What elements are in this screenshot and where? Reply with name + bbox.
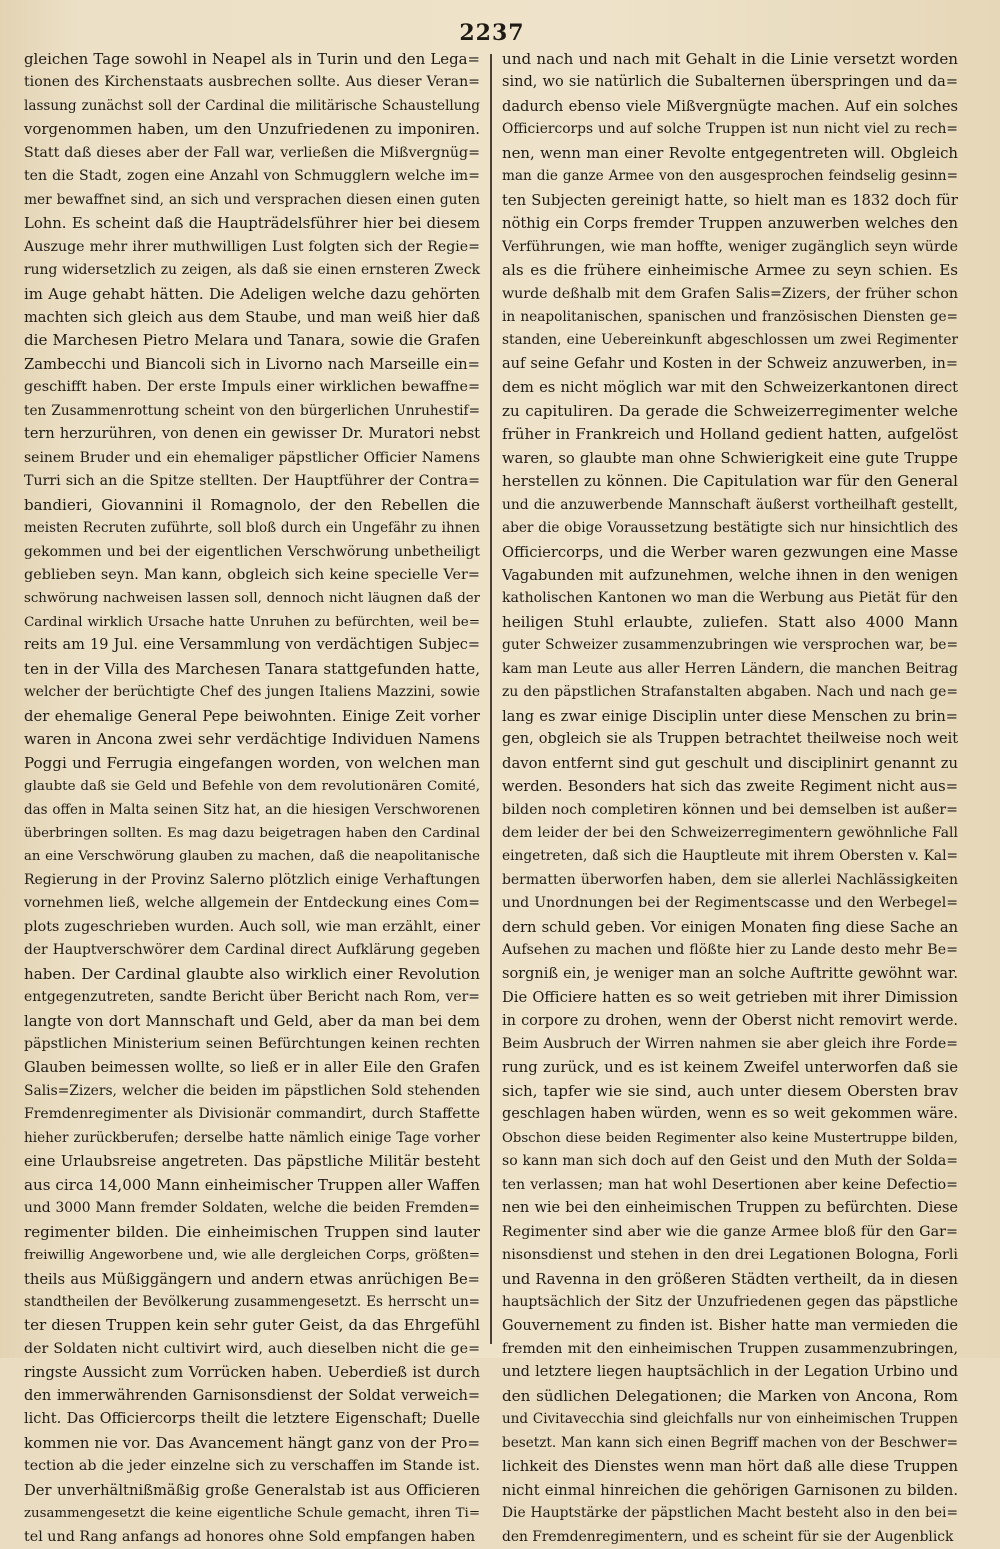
text-line: und Unordnungen bei der Regimentscasse und den Werbegel= <box>502 895 958 912</box>
text-line: waren, so glaubte man ohne Schwierigkeit eine gute Truppe <box>502 449 958 467</box>
text-line: heiligen Stuhl erlaubte, zuliefen. Statt also 4000 Mann <box>502 612 958 631</box>
text-line: Der unverhältnißmäßig große Generalstab ist aus Officieren <box>24 1481 480 1499</box>
text-line: den südlichen Delegationen; die Marken von Ancona, Rom <box>502 1386 958 1405</box>
text-line: Turri sich an die Spitze stellten. Der Hauptführer der Contra= <box>24 473 480 490</box>
text-line: der ehemalige General Pepe beiwohnten. Einige Zeit vorher <box>24 707 480 725</box>
text-line: reits am 19 Jul. eine Versammlung von verdächtigen Subjec= <box>24 637 480 654</box>
text-line: Officiercorps, und die Werber waren gezwungen eine Masse <box>502 543 958 561</box>
text-line: gen, obgleich sie als Truppen betrachtet theilweise noch weit <box>502 731 958 748</box>
text-line: Statt daß dieses aber der Fall war, verließen die Mißvergnüg= <box>24 144 480 161</box>
text-line: ten die Stadt, zogen eine Anzahl von Schmugglern welche im= <box>24 168 480 185</box>
text-line: Zambecchi und Biancoli sich in Livorno nach Marseille ein= <box>24 355 480 373</box>
text-line: in corpore zu drohen, wenn der Oberst nicht removirt werde. <box>502 1012 958 1029</box>
text-line: ten verlassen; man hat wohl Desertionen aber keine Defectio= <box>502 1176 958 1193</box>
text-line: nen, wenn man einer Revolte entgegentreten will. Obgleich <box>502 143 958 162</box>
text-line: den Fremdenregimentern, und es scheint für sie der Augenblick <box>502 1528 954 1545</box>
text-line: zu den päpstlichen Strafanstalten abgaben. Nach und nach ge= <box>502 684 958 701</box>
text-line: geblieben seyn. Man kann, obgleich sich keine specielle Ver= <box>24 566 480 583</box>
text-line: an eine Verschwörung glauben zu machen, daß die neapolitanische <box>24 849 480 865</box>
text-line: dadurch ebenso viele Mißvergnügte machen. Auf ein solches <box>502 97 958 115</box>
text-line: kam man Leute aus aller Herren Ländern, die manchen Beitrag <box>502 660 958 677</box>
text-line: bilden noch completiren können und bei demselben ist außer= <box>502 801 958 818</box>
text-line: waren in Ancona zwei sehr verdächtige Individuen Namens <box>24 730 480 749</box>
text-line: Die Hauptstärke der päpstlichen Macht besteht also in den bei= <box>502 1505 958 1522</box>
text-line: ter diesen Truppen kein sehr guter Geist, da das Ehrgefühl <box>24 1316 480 1335</box>
text-line: Fremdenregimenter als Divisionär commandirt, durch Staffette <box>24 1106 480 1123</box>
text-line: davon entfernt sind gut geschult und disciplinirt genannt zu <box>502 754 958 772</box>
text-line: vorgenommen haben, um den Unzufriedenen zu imponiren. <box>24 120 480 139</box>
text-line: Regierung in der Provinz Salerno plötzlich einige Verhaftungen <box>24 871 480 888</box>
text-line: gekommen und bei der eigentlichen Verschwörung unbetheiligt <box>24 543 480 560</box>
text-line: plots zugeschrieben wurden. Auch soll, wie man erzählt, einer <box>24 918 480 935</box>
text-line: seinem Bruder und ein ehemaliger päpstlicher Officier Namens <box>24 449 480 466</box>
text-line: Auszuge mehr ihrer muthwilligen Lust folgten sich der Regie= <box>24 238 480 255</box>
text-line: Verführungen, wie man hoffte, weniger zugänglich seyn würde <box>502 238 958 255</box>
text-line: so kann man sich doch auf den Geist und den Muth der Solda= <box>502 1153 958 1170</box>
text-line: hieher zurückberufen; derselbe hatte nämlich einige Tage vorher <box>24 1129 480 1146</box>
text-line: Gouvernement zu finden ist. Bisher hatte man vermieden die <box>502 1317 958 1335</box>
text-line: fremden mit den einheimischen Truppen zusammenzubringen, <box>502 1340 958 1357</box>
text-line: in neapolitanischen, spanischen und französischen Diensten ge= <box>502 308 958 325</box>
text-line: Regimenter sind aber wie die ganze Armee bloß für den Gar= <box>502 1223 958 1240</box>
right-column <box>502 48 958 1545</box>
text-line: Beim Ausbruch der Wirren nahmen sie aber gleich ihre Forde= <box>502 1036 958 1053</box>
text-line: Cardinal wirklich Ursache hatte Unruhen zu befürchten, weil be= <box>24 614 480 630</box>
text-line: eine Urlaubsreise angetreten. Das päpstliche Militär besteht <box>24 1153 480 1171</box>
text-line: Obschon diese beiden Regimenter also keine Mustertruppe bilden, <box>502 1130 958 1146</box>
text-line: mer bewaffnet sind, an sich und versprachen diesen einen guten <box>24 191 480 208</box>
text-line: überbringen sollten. Es mag dazu beigetragen haben den Cardinal <box>24 825 480 841</box>
text-line: Glauben beimessen wollte, so ließ er in aller Eile den Grafen <box>24 1059 480 1077</box>
text-line: tern herzurühren, von denen ein gewisser Dr. Muratori nebst <box>24 426 480 443</box>
text-line: Officiercorps und auf solche Truppen ist nun nicht viel zu rech= <box>502 121 958 138</box>
text-line: nöthig ein Corps fremder Truppen anzuwerben welches den <box>502 215 958 233</box>
text-line: sind, wo sie natürlich die Subalternen überspringen und da= <box>502 74 958 91</box>
text-line: ten Subjecten gereinigt hatte, so hielt man es 1832 doch für <box>502 191 958 209</box>
text-line: theils aus Müßiggängern und andern etwas anrüchigen Be= <box>24 1270 480 1288</box>
text-line: schwörung nachweisen lassen soll, dennoch nicht läugnen daß der <box>24 591 480 607</box>
text-line: tionen des Kirchenstaats ausbrechen sollte. Aus dieser Veran= <box>24 74 480 91</box>
text-line: päpstlichen Ministerium seinen Befürchtungen keinen rechten <box>24 1036 480 1053</box>
text-line: den immerwährenden Garnisonsdienst der Soldat verweich= <box>24 1387 480 1404</box>
text-line: als es die frühere einheimische Armee zu seyn schien. Es <box>502 261 958 280</box>
text-line: hauptsächlich der Sitz der Unzufriedenen gegen das päpstliche <box>502 1294 958 1311</box>
text-line: und die anzuwerbende Mannschaft äußerst vortheilhaft gestellt, <box>502 496 958 513</box>
text-line: das offen in Malta seinen Sitz hat, an die hiesigen Verschworenen <box>24 801 480 818</box>
text-line: guter Schweizer zusammenzubringen wie versprochen war, be= <box>502 637 958 654</box>
text-line: Die Officiere hatten es so weit getrieben mit ihrer Dimission <box>502 989 958 1007</box>
text-line: entgegenzutreten, sandte Bericht über Bericht nach Rom, ver= <box>24 989 480 1006</box>
text-line: aus circa 14,000 Mann einheimischer Truppen aller Waffen <box>24 1175 480 1194</box>
text-line: der Hauptverschwörer dem Cardinal direct Aufklärung gegeben <box>24 942 480 959</box>
text-line: Poggi und Ferrugia eingefangen worden, von welchen man <box>24 753 480 772</box>
page-number: 2237 <box>459 20 525 46</box>
text-line: Vagabunden mit aufzunehmen, welche ihnen in den wenigen <box>502 566 958 584</box>
text-line: aber die obige Voraussetzung bestätigte sich nur hinsichtlich des <box>502 520 958 537</box>
text-line: bandieri, Giovannini il Romagnolo, der den Rebellen die <box>24 495 480 514</box>
text-line: eingetreten, daß sich die Hauptleute mit ihrem Obersten v. Kal= <box>502 848 958 865</box>
text-line: dem leider der bei den Schweizerregimentern gewöhnliche Fall <box>502 824 958 841</box>
text-line: man die ganze Armee von den ausgesprochen feindselig gesinn= <box>502 168 958 185</box>
text-line: machten sich gleich aus dem Staube, und man weiß hier daß <box>24 308 480 326</box>
text-line: haben. Der Cardinal glaubte also wirklich einer Revolution <box>24 964 480 983</box>
text-line: nisonsdienst und stehen in den drei Legationen Bologna, Forli <box>502 1247 958 1264</box>
text-line: im Auge gehabt hätten. Die Adeligen welche dazu gehörten <box>24 284 480 303</box>
text-line: tel und Rang anfangs ad honores ohne Sold empfangen haben <box>24 1528 476 1545</box>
text-line: nicht einmal hinreichen die gehörigen Garnisonen zu bilden. <box>502 1481 958 1499</box>
text-line: die Marchesen Pietro Melara und Tanara, sowie die Grafen <box>24 331 480 350</box>
text-line: welcher der berüchtigte Chef des jungen Italiens Mazzini, sowie <box>24 684 480 701</box>
column-divider <box>490 54 492 1344</box>
text-line: bermatten überworfen haben, dem sie allerlei Nachlässigkeiten <box>502 871 958 888</box>
text-line: zusammengesetzt die keine eigentliche Schule gemacht, ihren Ti= <box>24 1506 480 1522</box>
text-line: lassung zunächst soll der Cardinal die militärische Schaustellung <box>24 97 480 114</box>
text-line: vornehmen ließ, welche allgemein der Entdeckung eines Com= <box>24 895 480 912</box>
text-line: meisten Recruten zuführte, soll bloß durch ein Ungefähr zu ihnen <box>24 520 480 537</box>
text-line: Lohn. Es scheint daß die Haupträdelsführer hier bei diesem <box>24 215 480 233</box>
left-column <box>24 48 480 1545</box>
text-line: und Ravenna in den größeren Städten vertheilt, da in diesen <box>502 1270 958 1288</box>
text-line: geschlagen haben würden, wenn es so weit gekommen wäre. <box>502 1106 958 1123</box>
text-line: rung widersetzlich zu zeigen, als daß sie einen ernsteren Zweck <box>24 262 480 279</box>
text-line: zu capituliren. Da gerade die Schweizerregimenter welche <box>502 401 958 420</box>
text-line: lang es zwar einige Disciplin unter diese Menschen zu brin= <box>502 707 958 725</box>
text-line: kommen nie vor. Das Avancement hängt ganz von der Pro= <box>24 1433 480 1452</box>
text-line: standen, eine Uebereinkunft abgeschlossen um zwei Regimenter <box>502 332 958 349</box>
text-line: nen wie bei den einheimischen Truppen zu befürchten. Diese <box>502 1200 958 1217</box>
text-line: gleichen Tage sowohl in Neapel als in Turin und den Lega= <box>24 50 480 68</box>
text-line: ringste Aussicht zum Vorrücken haben. Ueberdieß ist durch <box>24 1364 480 1382</box>
text-line: tection ab die jeder einzelne sich zu verschaffen im Stande ist. <box>24 1458 480 1475</box>
text-line: ten Zusammenrottung scheint von den bürgerlichen Unruhestif= <box>24 402 480 419</box>
text-line: sich, tapfer wie sie sind, auch unter diesem Obersten brav <box>502 1081 958 1100</box>
text-line: Salis=Zizers, welcher die beiden im päpstlichen Sold stehenden <box>24 1082 480 1099</box>
text-line: früher in Frankreich und Holland gedient hatten, aufgelöst <box>502 425 958 444</box>
text-line: Aufsehen zu machen und flößte hier zu Lande desto mehr Be= <box>502 942 958 959</box>
text-line: sorgniß ein, je weniger man an solche Auftritte gewöhnt war. <box>502 965 958 982</box>
text-line: auf seine Gefahr und Kosten in der Schweiz anzuwerben, in= <box>502 355 958 372</box>
text-line: rung zurück, und es ist keinem Zweifel unterworfen daß sie <box>502 1058 958 1077</box>
text-line: dern schuld geben. Vor einigen Monaten fing diese Sache an <box>502 918 958 936</box>
text-line: lichkeit des Dienstes wenn man hört daß alle diese Truppen <box>502 1458 958 1476</box>
text-line: langte von dort Mannschaft und Geld, aber da man bei dem <box>24 1011 480 1030</box>
text-line: besetzt. Man kann sich einen Begriff machen von der Beschwer= <box>502 1434 958 1451</box>
text-line: und 3000 Mann fremder Soldaten, welche die beiden Fremden= <box>24 1200 480 1217</box>
text-line: der Soldaten nicht cultivirt wird, auch dieselben nicht die ge= <box>24 1340 480 1357</box>
text-line: licht. Das Officiercorps theilt die letztere Eigenschaft; Duelle <box>24 1411 480 1428</box>
text-line: werden. Besonders hat sich das zweite Regiment nicht aus= <box>502 778 958 796</box>
text-line: standtheilen der Bevölkerung zusammengesetzt. Es herrscht un= <box>24 1294 480 1311</box>
text-line: und letztere liegen hauptsächlich in der Legation Urbino und <box>502 1364 958 1381</box>
text-line: und nach und nach mit Gehalt in die Linie versetzt worden <box>502 50 958 68</box>
text-line: katholischen Kantonen wo man die Werbung aus Pietät für den <box>502 590 958 607</box>
text-line: und Civitavecchia sind gleichfalls nur von einheimischen Truppen <box>502 1411 958 1428</box>
text-line: regimenter bilden. Die einheimischen Truppen sind lauter <box>24 1222 480 1241</box>
text-line: geschifft haben. Der erste Impuls einer wirklichen bewaffne= <box>24 379 480 396</box>
text-line: wurde deßhalb mit dem Grafen Salis=Zizers, der früher schon <box>502 285 958 302</box>
text-columns <box>24 48 960 1545</box>
text-line: herstellen zu können. Die Capitulation war für den General <box>502 472 958 491</box>
text-line: glaubte daß sie Geld und Befehle von dem revolutionären Comité, <box>24 779 480 795</box>
text-line: freiwillig Angeworbene und, wie alle dergleichen Corps, größten= <box>24 1248 480 1264</box>
text-line: ten in der Villa des Marchesen Tanara stattgefunden hatte, <box>24 659 480 678</box>
text-line: dem es nicht möglich war mit den Schweizerkantonen direct <box>502 379 958 397</box>
